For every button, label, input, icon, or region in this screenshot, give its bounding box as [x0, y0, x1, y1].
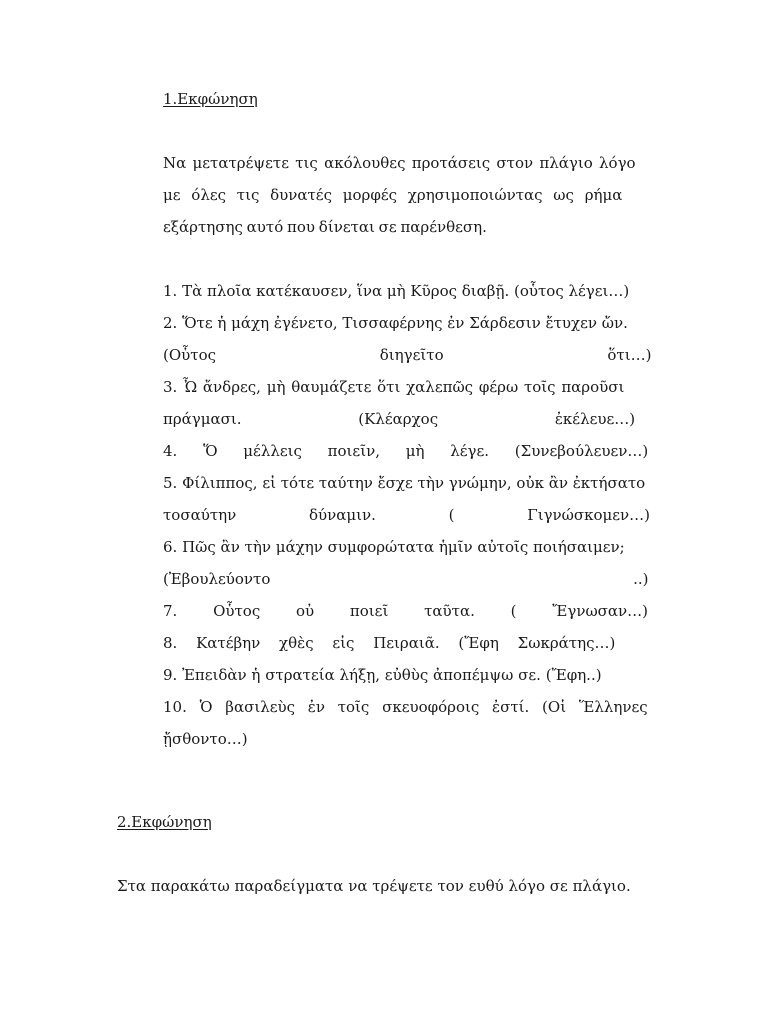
exercise-line: (Οὗτος διηγεῖτο ὅτι…)	[163, 346, 652, 364]
exercise-line: 2. Ὅτε ἡ μάχη ἐγένετο, Τισσαφέρνης ἐν Σάρδεσιν ἔτυχεν ὤν.	[163, 314, 628, 332]
exercise-line: 8. Κατέβην χθὲς εἰς Πειραιᾶ. (Ἔφη Σωκράτης…)	[163, 634, 616, 652]
exercise-line: πράγμασι. (Κλέαρχος ἐκέλευε…)	[163, 410, 636, 428]
section2-instruction: Στα παρακάτω παραδείγματα να τρέψετε τον ευθύ λόγο σε πλάγιο.	[117, 877, 631, 895]
section1-heading: 1.Εκφώνηση	[163, 90, 258, 108]
exercise-line: (Ἐβουλεύοντο ..)	[163, 570, 649, 588]
exercise-line: τοσαύτην δύναμιν. ( Γιγνώσκομεν…)	[163, 506, 651, 524]
instruction-line: με όλες τις δυνατές μορφές χρησιμοποιώντας ως ρήμα	[163, 186, 623, 204]
exercise-line: ᾔσθοντο…)	[163, 730, 248, 748]
exercise-line: 9. Ἐπειδὰν ἡ στρατεία λήξῃ, εὐθὺς ἀποπέμψω σε. (Ἔφη..)	[163, 666, 602, 684]
section2-heading: 2.Εκφώνηση	[117, 813, 212, 831]
instruction-line: Να μετατρέψετε τις ακόλουθες προτάσεις στον πλάγιο λόγο	[163, 154, 636, 172]
exercise-line: 3. Ὦ ἄνδρες, μὴ θαυμάζετε ὅτι χαλεπῶς φέρω τοῖς παροῦσι	[163, 378, 625, 396]
instruction-line	[163, 217, 651, 237]
exercise-line: 10. Ὁ βασιλεὺς ἐν τοῖς σκευοφόροις ἐστί. (Οἱ Ἕλληνες	[163, 698, 648, 716]
exercise-line: 7. Οὗτος οὐ ποιεῖ ταῦτα. ( Ἔγνωσαν…)	[163, 602, 649, 620]
exercise-line: 6. Πῶς ἂν τὴν μάχην συμφορώτατα ἡμῖν αὐτοῖς ποιήσαιμεν;	[163, 538, 625, 556]
exercise-line: 5. Φίλιππος, εἰ τότε ταύτην ἔσχε τὴν γνώμην, οὐκ ἂν ἐκτήσατο	[163, 474, 646, 492]
exercise-line: 1. Τὰ πλοῖα κατέκαυσεν, ἵνα μὴ Κῦρος διαβῇ. (οὗτος λέγει…)	[163, 282, 630, 300]
exercise-line: 4. Ὅ μέλλεις ποιεῖν, μὴ λέγε. (Συνεβούλευεν…)	[163, 442, 649, 460]
instruction-line-words: εξάρτησης αυτό που δίνεται σε παρένθεση.	[163, 218, 487, 236]
